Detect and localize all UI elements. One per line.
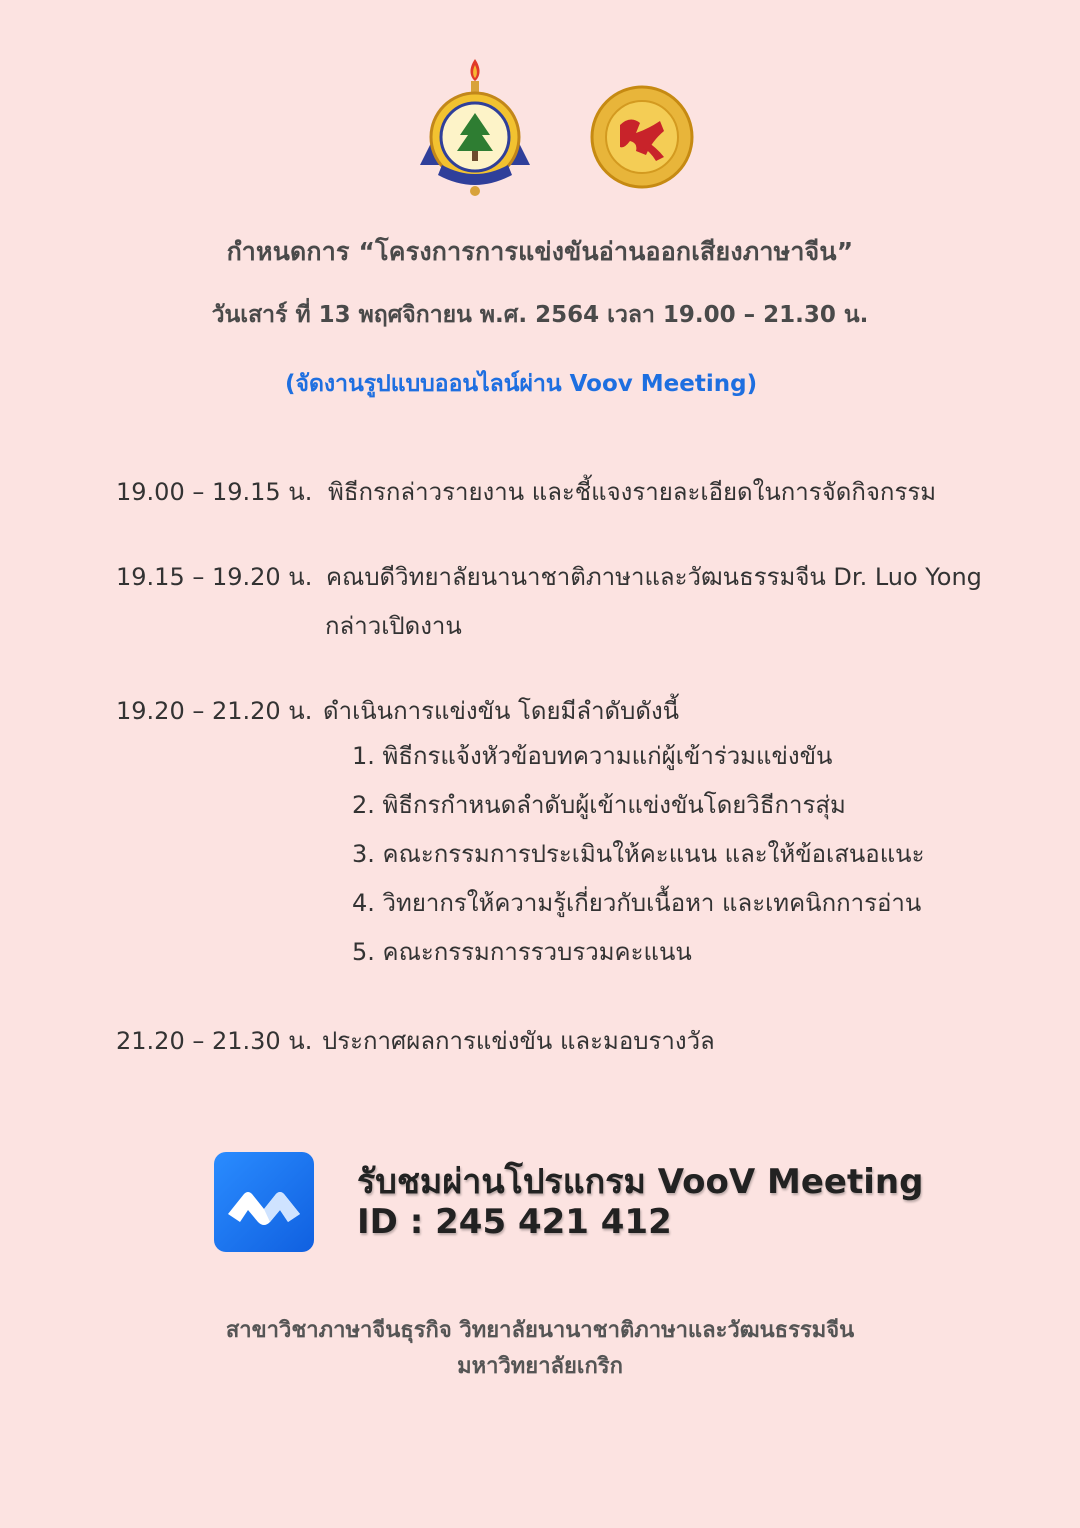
page-title: กำหนดการ “โครงการการแข่งขันอ่านออกเสียงภาษาจีน” (226, 237, 854, 266)
schedule-time: 19.20 – 21.20 น. (116, 697, 313, 725)
logo-bar (0, 55, 1080, 205)
meeting-info (214, 1152, 924, 1262)
online-note: (จัดงานรูปแบบออนไลน์ผ่าน Voov Meeting) (285, 371, 758, 397)
schedule-desc: คณบดีวิทยาลัยนานาชาติภาษาและวัฒนธรรมจีน Dr. Luo Yong (326, 563, 982, 591)
step-item: 4. วิทยากรให้ความรู้เกี่ยวกับเนื้อหา และเทคนิกการอ่าน (352, 889, 922, 917)
footer-department: สาขาวิชาภาษาจีนธุรกิจ วิทยาลัยนานาชาติภาษาและวัฒนธรรมจีน (225, 1318, 855, 1343)
step-item: 2. พิธีกรกำหนดลำดับผู้เข้าแข่งขันโดยวิธีการสุ่ม (352, 791, 846, 819)
step-item: 1. พิธีกรแจ้งหัวข้อบทความแก่ผู้เข้าร่วมแข่งขัน (352, 742, 833, 770)
competition-steps (352, 740, 924, 985)
step-item: 3. คณะกรรมการประเมินให้คะแนน และให้ข้อเสนอแนะ (352, 840, 925, 868)
krirk-university-emblem-icon (410, 55, 540, 200)
meeting-program-label: รับชมผ่านโปรแกรม VooV Meeting (357, 1162, 924, 1202)
schedule-desc: ดำเนินการแข่งขัน โดยมีลำดับดังนี้ (323, 697, 680, 725)
schedule-time: 21.20 – 21.30 น. (116, 1027, 313, 1055)
schedule-desc-continued: กล่าวเปิดงาน (325, 612, 462, 640)
schedule-time: 19.15 – 19.20 น. (116, 563, 313, 591)
schedule-time: 19.00 – 19.15 น. (116, 478, 313, 506)
krirk-university-chinese-seal-icon (590, 85, 694, 189)
voov-meeting-icon (214, 1152, 314, 1252)
footer-university: มหาวิทยาลัยเกริก (457, 1354, 623, 1379)
schedule-desc: ประกาศผลการแข่งขัน และมอบรางวัล (322, 1027, 715, 1055)
event-date: วันเสาร์ ที่ 13 พฤศจิกายน พ.ศ. 2564 เวลา 19.00 – 21.30 น. (211, 302, 869, 328)
step-item: 5. คณะกรรมการรวบรวมคะแนน (352, 938, 692, 966)
meeting-id: ID : 245 421 412 (357, 1202, 672, 1242)
schedule-desc: พิธีกรกล่าวรายงาน และชี้แจงรายละเอียดในการจัดกิจกรรม (328, 478, 937, 506)
